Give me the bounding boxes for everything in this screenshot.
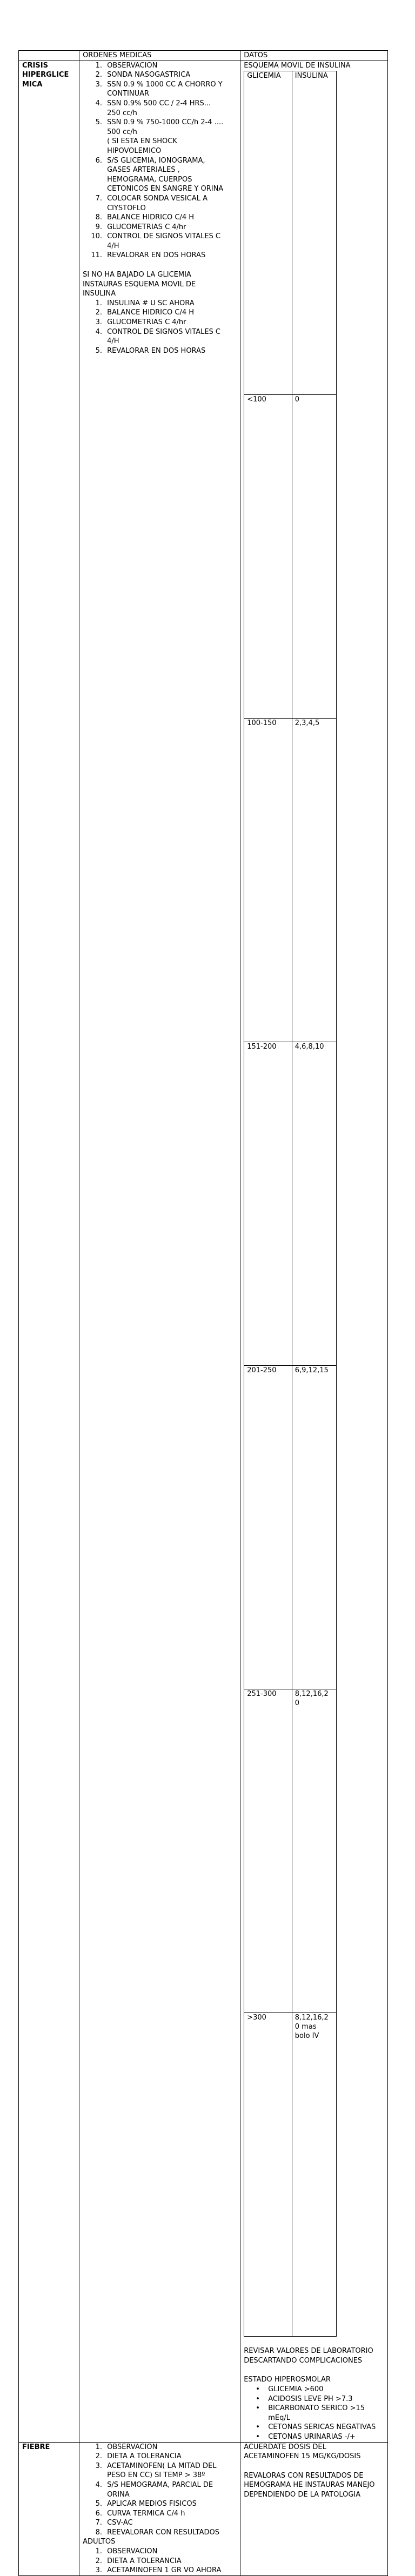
order-item [83, 2480, 237, 2499]
header-col1 [19, 51, 79, 61]
estado-text-line: CETONAS SERICAS NEGATIVAS [268, 2423, 376, 2432]
order-text-line: CURVA TERMICA C/4 h [107, 2509, 185, 2518]
order-text-line: ORINA [107, 2490, 130, 2499]
order-item [83, 80, 237, 99]
order-item [83, 156, 237, 194]
order-item [83, 346, 237, 356]
crisis-note-line: SI NO HA BAJADO LA GLICEMIA [83, 271, 191, 279]
order-item [83, 2518, 237, 2528]
order-text-line: SSN 0.9 % 1000 CC A CHORRO Y [107, 80, 223, 89]
order-item [83, 251, 237, 260]
insulina-cell [292, 2013, 336, 2337]
crisis-note [83, 270, 237, 299]
crisis-title-line: CRISIS [22, 61, 48, 70]
crisis-note-line: INSTAURAS ESQUEMA MOVIL DE [83, 280, 196, 289]
insulina-cell [292, 1042, 336, 1366]
glicemia-cell: 100-150 [244, 719, 292, 1042]
insulina-line: 4,6,8,10 [294, 1043, 324, 1051]
order-text-line: CSV-AC [107, 2519, 133, 2527]
order-text-line: HEMOGRAMA, CUERPOS [107, 175, 192, 184]
order-item [83, 2452, 237, 2461]
order-number: 1. [95, 2443, 103, 2451]
order-number: 3. [95, 2461, 103, 2470]
order-text-line: BALANCE HIDRICO C/4 H [107, 308, 195, 317]
fiebre-title: FIEBRE [19, 2442, 79, 2575]
order-number: 2. [95, 2557, 103, 2565]
order-text-line: REEVALORAR CON RESULTADOS [107, 2528, 220, 2537]
glicemia-cell: <100 [244, 395, 292, 719]
order-item [83, 2509, 237, 2519]
glicemia-cell: >300 [244, 2013, 292, 2337]
estado-text-line: CETONAS URINARIAS -/+ [268, 2432, 356, 2441]
order-number: 2. [95, 308, 103, 317]
order-text-line: DIETA A TOLERANCIA [107, 2557, 182, 2565]
order-text-line: 4/H [107, 242, 119, 250]
fiebre-orders-cell [79, 2442, 240, 2575]
fiebre-orders-list [83, 2443, 237, 2538]
order-text-line: BALANCE HIDRICO C/4 H [107, 213, 195, 222]
order-number: 1. [95, 299, 103, 307]
order-text-line: SSN 0.9 % 750-1000 CC/h 2-4 .... [107, 118, 224, 127]
order-number: 4. [95, 2480, 103, 2489]
order-text-line: CONTROL DE SIGNOS VITALES C [107, 232, 221, 241]
insulina-line: 8,12,16,2 [294, 2014, 329, 2022]
header-datos: DATOS [240, 51, 388, 61]
insulina-cell [292, 1689, 336, 2013]
estado-text-line: mEq/L [268, 2413, 290, 2422]
estado-item [244, 2432, 384, 2442]
order-number: 3. [95, 80, 103, 89]
insulin-scheme-title: ESQUEMA MOVIL DE INSULINA [244, 61, 351, 70]
order-text-line: ACETAMINOFEN 1 GR VO AHORA [107, 2566, 222, 2575]
fiebre-d2-line: DEPENDIENDO DE LA PATOLOGIA [244, 2490, 361, 2499]
order-item [83, 2443, 237, 2452]
order-item [83, 299, 237, 308]
order-number: 7. [95, 194, 103, 203]
fiebre-revalorar-note [244, 2471, 384, 2500]
order-text-line: 4/H [107, 337, 119, 346]
order-text-line: OBSERVACION [107, 61, 158, 70]
order-text-line: CETONICOS EN SANGRE Y ORINA [107, 185, 224, 193]
crisis-row [19, 61, 388, 2442]
order-item [83, 118, 237, 156]
fiebre-d2-line: HEMOGRAMA HE INSTAURAS MANEJO [244, 2481, 375, 2490]
estado-item [244, 2423, 384, 2432]
crisis-orders2-list [83, 299, 237, 356]
insulina-line: bolo IV [294, 2032, 319, 2041]
order-item [83, 308, 237, 318]
glicemia-cell: 201-250 [244, 1366, 292, 1689]
order-text-line: CONTROL DE SIGNOS VITALES C [107, 327, 221, 336]
estado-text-line: BICARBONATO SERICO >15 [268, 2404, 365, 2413]
fiebre-d1-line: ACETAMINOFEN 15 MG/KG/DOSIS [244, 2452, 361, 2461]
estado-text-line: ACIDOSIS LEVE PH >7.3 [268, 2394, 353, 2403]
header-row [19, 51, 388, 61]
order-item [83, 61, 237, 71]
order-text-line: COLOCAR SONDA VESICAL A [107, 194, 208, 203]
order-item [83, 70, 237, 80]
insulin-table-header [244, 71, 337, 395]
estado-item [244, 2385, 384, 2394]
estado-item [244, 2394, 384, 2404]
estado-text-line: GLICEMIA >600 [268, 2385, 324, 2393]
order-number: 5. [95, 2500, 103, 2508]
fiebre-row [19, 2442, 388, 2575]
revisar-note [244, 2346, 384, 2365]
order-text-line: DIETA A TOLERANCIA [107, 2452, 182, 2461]
crisis-note-line: INSULINA [83, 290, 116, 298]
order-text-line: CIYSTOFLO [107, 204, 146, 212]
order-text-line: 500 cc/h [107, 128, 137, 136]
insulina-line: 0 [294, 1699, 300, 1708]
revisar-line: REVISAR VALORES DE LABORATORIO [244, 2347, 373, 2356]
order-text-line: ACETAMINOFEN( LA MITAD DEL [107, 2461, 217, 2470]
order-item [83, 2557, 237, 2566]
crisis-title [19, 61, 79, 2442]
order-number: 9. [95, 223, 103, 231]
order-text-line: S/S GLICEMIA, IONOGRAMA, [107, 156, 205, 165]
order-number: 8. [95, 213, 103, 222]
medical-orders-table [18, 50, 388, 2576]
insulina-line: 0 [294, 395, 300, 404]
order-item [83, 223, 237, 232]
insulina-line: 0 mas [294, 2023, 317, 2031]
order-number: 5. [95, 118, 103, 127]
order-text-line: CONTINUAR [107, 90, 150, 98]
insulin-table [244, 71, 337, 2337]
order-number: 6. [95, 2509, 103, 2518]
order-number: 2. [95, 2452, 103, 2461]
order-number: 5. [95, 346, 103, 355]
order-item [83, 2528, 237, 2538]
order-text-line: REVALORAR EN DOS HORAS [107, 346, 206, 355]
insulin-table-row [244, 719, 337, 1042]
order-number: 8. [95, 2528, 103, 2537]
order-item [83, 2461, 237, 2480]
crisis-title-line: MICA [22, 80, 43, 89]
order-number: 4. [95, 99, 103, 108]
order-item [83, 318, 237, 327]
insulina-cell [292, 719, 336, 1042]
bullet-icon: • [256, 2385, 260, 2393]
adultos-label: ADULTOS [83, 2538, 116, 2546]
order-number: 3. [95, 318, 103, 327]
order-number: 10. [91, 232, 103, 241]
insulin-table-row [244, 2013, 337, 2337]
order-text-line: GLUCOMETRIAS C 4/hr [107, 318, 186, 327]
insulin-table-row [244, 1042, 337, 1366]
order-text-line: APLICAR MEDIOS FISICOS [107, 2500, 197, 2508]
insulin-head-insulina: INSULINA [292, 71, 336, 395]
glicemia-cell: 151-200 [244, 1042, 292, 1366]
insulina-cell [292, 1366, 336, 1689]
order-item [83, 213, 237, 223]
insulin-table-row [244, 395, 337, 719]
fiebre-orders2-list [83, 2547, 237, 2575]
insulin-table-row [244, 1689, 337, 2013]
order-item [83, 2547, 237, 2557]
order-number: 3. [95, 2566, 103, 2575]
order-text-line: ( SI ESTA EN SHOCK [107, 137, 177, 146]
estado-item [244, 2404, 384, 2423]
estado-title: ESTADO HIPEROSMOLAR [244, 2376, 331, 2384]
order-text-line: HIPOVOLEMICO [107, 146, 162, 155]
fiebre-datos-cell [240, 2442, 388, 2575]
insulina-cell [292, 395, 336, 719]
bullet-icon: • [256, 2423, 260, 2432]
insulina-line: 2,3,4,5 [294, 719, 320, 728]
order-text-line: INSULINA # U SC AHORA [107, 299, 195, 307]
crisis-orders-cell [79, 61, 240, 2442]
insulin-table-row [244, 1366, 337, 1689]
header-ordenes: ORDENES MEDICAS [79, 51, 240, 61]
fiebre-d2-line: REVALORAS CON RESULTADOS DE [244, 2471, 364, 2480]
bullet-icon: • [256, 2394, 260, 2403]
insulina-line: 8,12,16,2 [294, 1690, 329, 1699]
insulina-line: 6,9,12,15 [294, 1366, 329, 1375]
order-number: 6. [95, 156, 103, 165]
order-number: 4. [95, 327, 103, 336]
order-item [83, 2499, 237, 2509]
order-item [83, 232, 237, 251]
order-text-line: OBSERVACION [107, 2443, 158, 2451]
order-number: 7. [95, 2519, 103, 2527]
order-number: 2. [95, 71, 103, 79]
order-number: 11. [91, 251, 103, 260]
glicemia-cell: 251-300 [244, 1689, 292, 2013]
order-text-line: PESO EN CC) SI TEMP > 38º [107, 2471, 205, 2480]
order-text-line: SSN 0.9% 500 CC / 2-4 HRS... [107, 99, 211, 108]
bullet-icon: • [256, 2404, 260, 2413]
revisar-line: DESCARTANDO COMPLICACIONES [244, 2356, 363, 2365]
order-item [83, 327, 237, 346]
order-text-line: SONDA NASOGASTRICA [107, 71, 191, 79]
order-text-line: OBSERVACION [107, 2547, 158, 2556]
insulin-head-glicemia: GLICEMIA [244, 71, 292, 395]
order-item [83, 2566, 237, 2575]
order-text-line: GASES ARTERIALES , [107, 166, 180, 175]
document-page [18, 50, 388, 2576]
order-number: 1. [95, 61, 103, 70]
order-item [83, 194, 237, 213]
order-text-line: S/S HEMOGRAMA, PARCIAL DE [107, 2480, 213, 2489]
estado-list [244, 2385, 384, 2442]
order-number: 1. [95, 2547, 103, 2556]
fiebre-dosis-note [244, 2443, 384, 2461]
bullet-icon: • [256, 2432, 260, 2441]
order-item [83, 99, 237, 118]
crisis-orders-list [83, 61, 237, 260]
fiebre-d1-line: ACUERDATE DOSIS DEL [244, 2443, 326, 2451]
order-text-line: 250 cc/h [107, 109, 137, 117]
crisis-datos-cell [240, 61, 388, 2442]
crisis-title-line: HIPERGLICE [22, 71, 69, 79]
order-text-line: GLUCOMETRIAS C 4/hr [107, 223, 186, 231]
order-text-line: REVALORAR EN DOS HORAS [107, 251, 206, 260]
